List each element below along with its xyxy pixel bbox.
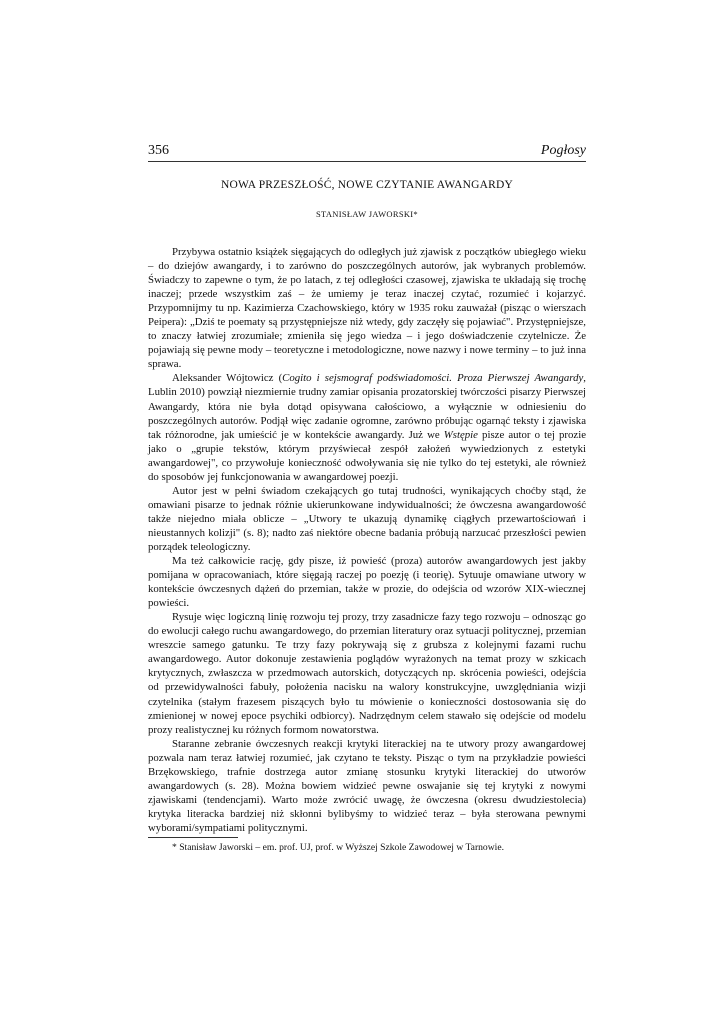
- paragraph: Staranne zebranie ówczesnych reakcji krytyki literackiej na te utwory prozy awangardowej pozwala nam teraz łatwiej rozumieć, jak czytano te teksty. Pisząc o tym na przykładzie powieści Brzękowskiego, trafnie dostrzega autor zmianę stosunku krytyki literackiej do utworów awangardowych (s. 28). Można bowiem widzieć pewne oswajanie się tej krytyki z nowymi zjawiskami (tendencjami). Warto może zwrócić uwagę, że ówczesna (okresu dwudziestolecia) krytyka literacka bardziej niż skłonni bylibyśmy to widzieć teraz – była sterowana pewnymi wyborami/sympatiami politycznymi.: [148, 737, 586, 834]
- paragraph: Ma też całkowicie rację, gdy pisze, iż powieść (proza) autorów awangardowych jest jakby pomijana w opracowaniach, które sięgają raczej po poezję (i teorię). Sytuuje omawiane utwory w kontekście ówczesnych dążeń do przemian, także w prozie, do odejścia od wzorów XIX-wiecznej powieści.: [148, 555, 586, 610]
- paragraph: Przybywa ostatnio książek sięgających do odległych już zjawisk z początków ubiegłego wieku – do dziejów awangardy, i to zarówno do poszczególnych autorów, jak wybranych problemów. Świadczy to zapewne o tym, że po latach, z tej odległości czasowej, zjawiska te układają się trochę inaczej; przede wszystkim zaś – że umiemy je teraz inaczej czytać, rozumieć i kojarzyć. Przypomnijmy tu np. Kazimierza Czachowskiego, który w 1935 roku zauważał (pisząc o wierszach Peipera): „Dziś te poematy są przystępniejsze niż wtedy, gdy zaczęły się pojawiać". Przystępniejsze, to znaczy łatwiej zrozumiałe; zmieniła się jego wiedza – i jego doświadczenie czytelnicze. Że pojawiają się pewne mody – teoretyczne i metodologiczne, nowe nazwy i nowe terminy – to już inna sprawa.: [148, 246, 586, 371]
- page-number: 356: [148, 143, 169, 158]
- article-body: [148, 245, 586, 835]
- book-title: Cogito i sejsmograf podświadomości. Proza Pierwszej Awangardy: [282, 372, 584, 385]
- page-header: [148, 143, 586, 162]
- paragraph-text: pisze autor o tej prozie jako o „grupie tekstów, którym przyświecał zespół założeń wywiedzionych z estetyki awangardowej", co przywołuje konieczność odwoływania się nie tylko do tej estetyki, ale również do sposobów jej funkcjonowania w awangardowej poezji.: [148, 428, 587, 483]
- paragraph: Rysuje więc logiczną linię rozwoju tej prozy, trzy zasadnicze fazy tego rozwoju – odnosząc go do ewolucji całego ruchu awangardowego, do przemian literatury oraz sytuacji politycznej, przemian wreszcie samego gatunku. Te trzy fazy pokrywają się z grubsza z kolejnymi fazami ruchu awangardowego. Autor dokonuje zestawienia poglądów wyrażonych na temat prozy w szkicach krytycznych, zwłaszcza w przedmowach autorskich, dotyczących np. skrócenia powieści, odejścia od przewidywalności fabuły, położenia nacisku na walory konstrukcyjne, uwzględniania wizji czytelnika (stałym frazesem piszących było tu mówienie o konieczności dostosowania się do zmienionej w nowej epoce psychiki odbiorcy). Nadrzędnym celem stawało się odejście od modelu prozy realistycznej ku różnych formom nowatorstwa.: [148, 611, 586, 736]
- paragraph-text: , Lublin 2010) powziął niezmiernie trudny zamiar opisania prozatorskiej twórczości pisarzy Pierwszej Awangardy, która nie była dotąd opisywana całościowo, a wyłącznie w odniesieniu do poszczególnych autorów. Podjął więc zadanie ogromne, zarówno próbując ogarnąć teksty i zjawiska tak różnorodne, jak umieścić je w kontekście awangardy. Już we: [148, 372, 586, 441]
- paragraph: Autor jest w pełni świadom czekających go tutaj trudności, wynikających choćby stąd, że omawiani pisarze to jednak różnie ukierunkowane indywidualności; że ówczesna awangardowość także niejedno miała oblicze – „Utwory te ukazują dynamikę ciągłych przewartościowań i nieustannych kolizji" (s. 8); nadto zaś niektóre obecne badania próbują narzucać przeszłości pewien porządek teleologiczny.: [148, 484, 586, 553]
- paragraph: [148, 371, 586, 483]
- article-author: STANISŁAW JAWORSKI*: [316, 209, 418, 219]
- section-title: Wstępie: [443, 428, 478, 441]
- article-title: NOWA PRZESZŁOŚĆ, NOWE CZYTANIE AWANGARDY: [220, 179, 514, 191]
- footnote-rule: [148, 837, 238, 838]
- running-title: Pogłosy: [540, 143, 586, 158]
- footnote: * Stanisław Jaworski – em. prof. UJ, prof. w Wyższej Szkole Zawodowej w Tarnowie.: [172, 842, 504, 853]
- paragraph-text: Aleksander Wójtowicz (: [172, 372, 283, 385]
